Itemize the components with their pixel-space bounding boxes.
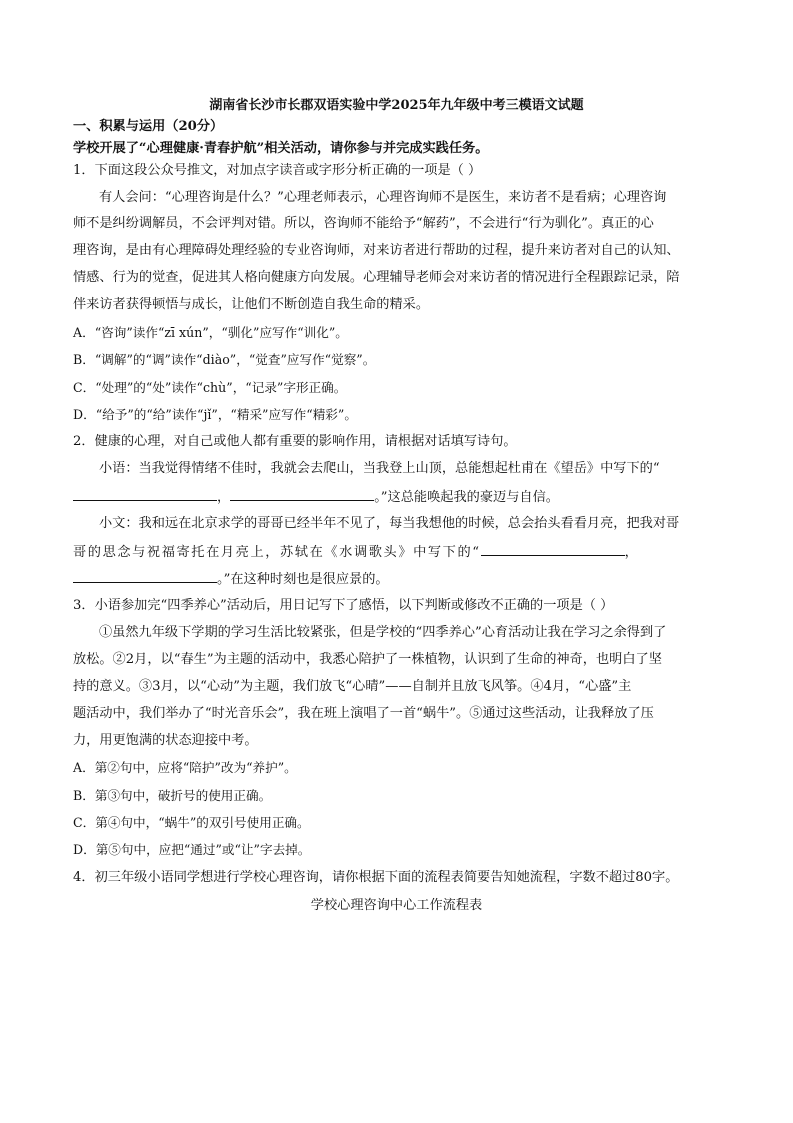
q1-option-c: C．“处理”的“处”读作“chù”，“记录”字形正确。 (73, 380, 347, 395)
q2-line-end: 。”在这种时刻也是很应景的。 (217, 572, 389, 587)
section-heading: 一、积累与运用（20分） (73, 119, 224, 134)
q1-option-a: A．“咨询”读作“zī xún”，“驯化”应写作“训化”。 (73, 325, 348, 340)
q4-stem: 4．初三年级小语同学想进行学校心理咨询，请你根据下面的流程表简要告知她流程，字数不超过80字。 (73, 870, 679, 885)
q1-option-d: D．“给予”的“给”读作“jǐ”，“精采”应写作“精彩”。 (73, 407, 357, 422)
separator-text: ， (624, 545, 638, 560)
q2-line-text: 哥的思念与祝福寄托在月亮上，苏轼在《水调歌头》中写下的“ (73, 545, 481, 560)
separator-text: ， (217, 490, 231, 505)
q1-passage-line: 师不是纠纷调解员，不会评判对错。所以，咨询师不能给予“解药”，不会进行“行为驯化”。真正的心 (73, 216, 654, 231)
q2-stem: 2．健康的心理，对自己或他人都有重要的影响作用，请根据对话填写诗句。 (73, 434, 517, 449)
q3-passage-line: ①虽然九年级下学期的学习生活比较紧张，但是学校的“四季养心”心育活动让我在学习之余得到了 (99, 625, 667, 640)
answer-blank[interactable] (73, 486, 217, 501)
q1-passage-line: 伴来访者获得顿悟与成长，让他们不断创造自我生命的精采。 (73, 297, 430, 312)
answer-blank[interactable] (73, 568, 217, 583)
q3-option-a: A．第②句中，应将“陪护”改为“养护”。 (73, 760, 297, 775)
page-title: 湖南省长沙市长郡双语实验中学2025年九年级中考三模语文试题 (209, 98, 584, 113)
q2-fill-line (73, 568, 723, 590)
q3-option-b: B．第③句中，破折号的使用正确。 (73, 788, 272, 803)
answer-blank[interactable] (481, 541, 625, 556)
q3-option-d: D．第⑤句中，应把“通过”或“让”字去掉。 (73, 842, 311, 857)
section-intro: 学校开展了“心理健康·青春护航”相关活动，请你参与并完成实践任务。 (73, 141, 489, 156)
q2-fill-line (73, 541, 723, 563)
q3-passage-line: 力，用更饱满的状态迎接中考。 (73, 733, 258, 748)
q3-passage-line: 题活动中，我们举办了“时光音乐会”，我在班上演唱了一首“蜗牛”。⑤通过这些活动，让我释放了压 (73, 706, 654, 721)
q3-passage-line: 持的意义。③3月，以“心动”为主题，我们放飞“心晴”——自制并且放飞风筝。④4月，“心盛”主 (73, 679, 632, 694)
q1-stem: 1．下面这段公众号推文，对加点字读音或字形分析正确的一项是（ ） (73, 163, 482, 178)
q2-dialog-line: 小语：当我觉得情绪不佳时，我就会去爬山，当我登上山顶，总能想起杜甫在《望岳》中写下的“ (99, 461, 660, 476)
q3-stem: 3．小语参加完“四季养心”活动后，用日记写下了感悟，以下判断或修改不正确的一项是（ ） (73, 598, 614, 613)
q1-passage-line: 有人会问：“心理咨询是什么？”心理老师表示，心理咨询师不是医生，来访者不是看病；心理咨询 (99, 190, 667, 205)
answer-blank[interactable] (230, 486, 374, 501)
q1-option-b: B．“调解”的“调”读作“diào”，“觉查”应写作“觉察”。 (73, 352, 376, 367)
q3-option-c: C．第④句中，“蜗牛”的双引号使用正确。 (73, 815, 310, 830)
q2-line-end: 。”这总能唤起我的豪迈与自信。 (374, 490, 559, 505)
table-title: 学校心理咨询中心工作流程表 (310, 898, 483, 913)
q1-passage-line: 理咨询，是由有心理障碍处理经验的专业咨询师，对来访者进行帮助的过程，提升来访者对自己的认知、 (73, 243, 680, 258)
q1-passage-line: 情感、行为的觉查，促进其人格向健康方向发展。心理辅导老师会对来访者的情况进行全程跟踪记录，陪 (73, 270, 680, 285)
q3-passage-line: 放松。②2月，以“春生”为主题的活动中，我悉心陪护了一株植物，认识到了生命的神奇，也明白了坚 (73, 652, 662, 667)
q2-dialog-line: 小文：我和远在北京求学的哥哥已经半年不见了，每当我想他的时候，总会抬头看看月亮，把我对哥 (99, 516, 680, 531)
q2-fill-line (73, 486, 723, 508)
